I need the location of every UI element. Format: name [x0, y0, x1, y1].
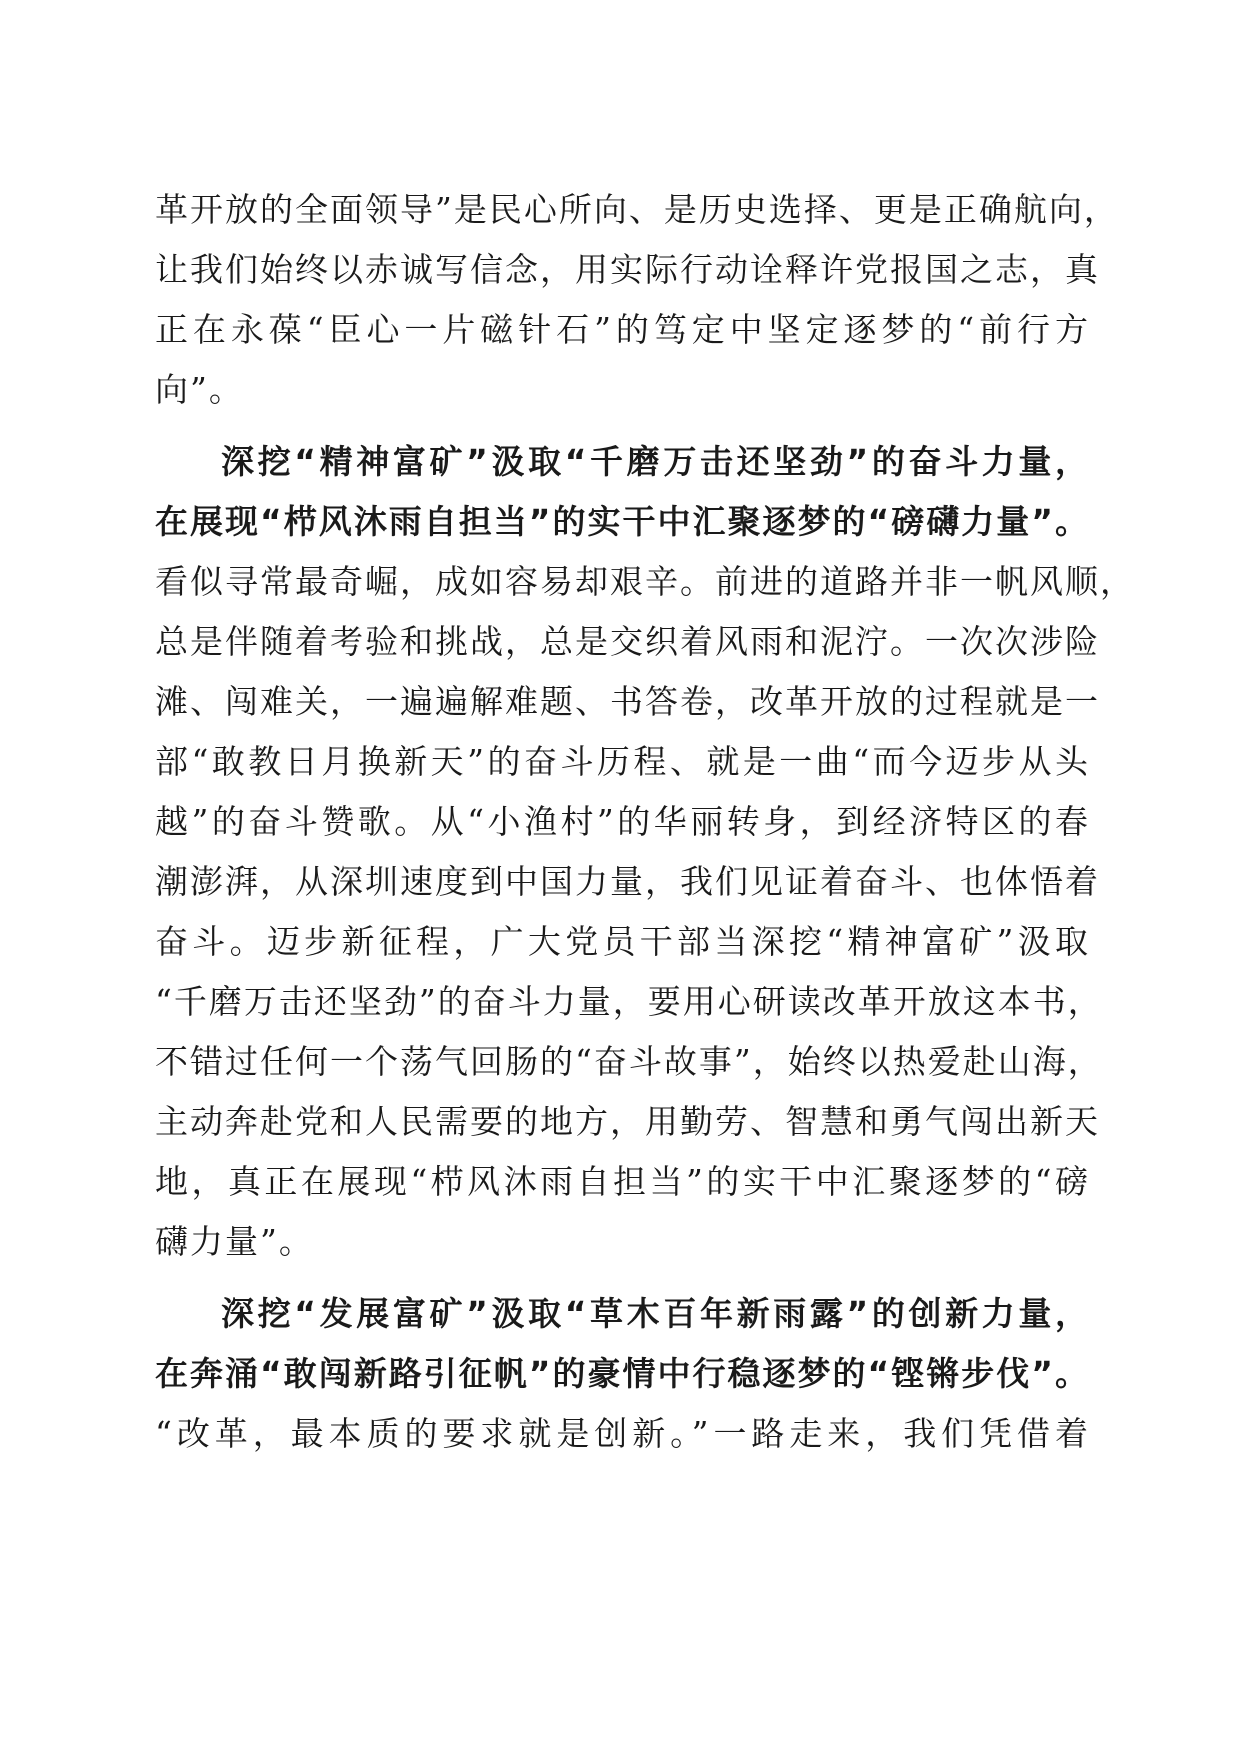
- text-line: 向”。: [155, 370, 244, 409]
- text-line: 革开放的全面领导”是民心所向、是历史选择、更是正确航向，: [155, 190, 1119, 229]
- text-line: 正在永葆“臣心一片磁针石”的笃定中坚定逐梦的“前行方: [155, 310, 1090, 349]
- section-heading-line: 深挖“发展富矿”汲取“草木百年新雨露”的创新力量，: [221, 1294, 1090, 1333]
- text-line: “千磨万击还坚劲”的奋斗力量，要用心研读改革开放这本书，: [155, 982, 1103, 1021]
- text-line: 总是伴随着考验和挑战，总是交织着风雨和泥泞。一次次涉险: [155, 622, 1100, 661]
- section-heading-line: 在展现“栉风沐雨自担当”的实干中汇聚逐梦的“磅礴力量”。: [155, 502, 1090, 541]
- text-line: 地，真正在展现“栉风沐雨自担当”的实干中汇聚逐梦的“磅: [155, 1162, 1090, 1201]
- text-line: 部“敢教日月换新天”的奋斗历程、就是一曲“而今迈步从头: [155, 742, 1090, 781]
- text-line: 礴力量”。: [155, 1222, 314, 1261]
- text-line: 潮澎湃，从深圳速度到中国力量，我们见证着奋斗、也体悟着: [155, 862, 1100, 901]
- text-line: 看似寻常最奇崛，成如容易却艰辛。前进的道路并非一帆风顺，: [155, 562, 1135, 601]
- paragraph-2: [155, 432, 1135, 1272]
- text-line: 奋斗。迈步新征程，广大党员干部当深挖“精神富矿”汲取: [155, 922, 1090, 961]
- text-line: 让我们始终以赤诚写信念，用实际行动诠释许党报国之志，真: [155, 250, 1100, 289]
- text-line: 不错过任何一个荡气回肠的“奋斗故事”，始终以热爱赴山海，: [155, 1042, 1103, 1081]
- text-line: “改革，最本质的要求就是创新。”一路走来，我们凭借着: [155, 1414, 1090, 1453]
- document-page: [155, 180, 1135, 1464]
- section-heading-line: 在奔涌“敢闯新路引征帆”的豪情中行稳逐梦的“铿锵步伐”。: [155, 1354, 1090, 1393]
- text-line: 滩、闯难关，一遍遍解难题、书答卷，改革开放的过程就是一: [155, 682, 1100, 721]
- paragraph-3: [155, 1284, 1090, 1464]
- paragraph-1: [155, 180, 1119, 420]
- section-heading-line: 深挖“精神富矿”汲取“千磨万击还坚劲”的奋斗力量，: [221, 442, 1090, 481]
- text-line: 主动奔赴党和人民需要的地方，用勤劳、智慧和勇气闯出新天: [155, 1102, 1100, 1141]
- text-line: 越”的奋斗赞歌。从“小渔村”的华丽转身，到经济特区的春: [155, 802, 1090, 841]
